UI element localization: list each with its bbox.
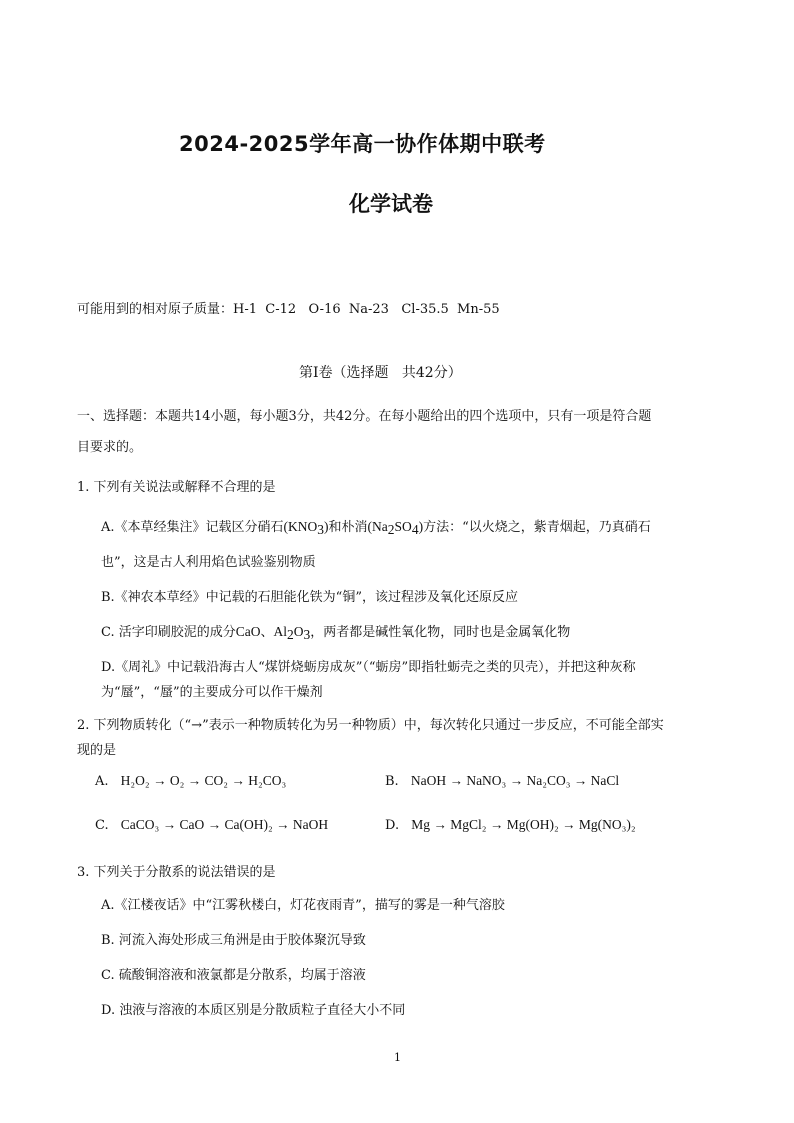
q1-option-b: B.《神农本草经》中记载的石胆能化铁为“铜”，该过程涉及氧化还原反应 [101,590,518,605]
q1-a-kno3-sub: 3 [317,522,325,537]
q1-c-al-sub: 2 [287,627,294,642]
instructions-line-2: 目要求的。 [77,440,143,455]
q1-option-a-line-1 [101,516,651,535]
q2-stem-line-1: 2. 下列物质转化（“→”表示一种物质转化为另一种物质）中，每次转化只通过一步反应，不可能全部实 [77,718,664,733]
q1-option-c [101,621,570,640]
q3-option-c: C. 硫酸铜溶液和液氯都是分散系，均属于溶液 [101,968,366,983]
instructions-line-1: 一、选择题：本题共14小题，每小题3分，共42分。在每小题给出的四个选项中，只有一项是符合题 [77,409,652,424]
q1-stem: 1. 下列有关说法或解释不合理的是 [77,480,276,495]
q1-a-paren-open-2: ( [367,519,373,534]
q1-c-sep: 、 [260,625,274,640]
q2-b-label: B. [385,774,399,789]
q2-d-label: D. [385,818,400,833]
atomic-masses-line: 可能用到的相对原子质量：H-1 C-12 O-16 Na-23 Cl-35.5 Mn-55 [77,302,500,317]
q1-c-o: O [293,624,304,639]
section-title: 第Ⅰ卷（选择题 共42分） [299,365,462,381]
q1-a-so-sub: 4 [411,522,419,537]
q1-c-o-sub: 3 [303,627,311,642]
q2-option-b [385,773,619,789]
q1-option-d-line-2: 为“蜃”，“蜃”的主要成分可以作干燥剂 [101,685,323,700]
exam-title: 2024-2025学年高一协作体期中联考 [179,132,546,156]
q2-option-d [385,817,636,833]
q2-c-label: C. [95,818,109,833]
q1-a-kno3: KNO [288,519,318,534]
q1-c-al: Al [273,624,288,639]
q1-a-paren-close-2: ) [418,519,424,534]
exam-subtitle: 化学试卷 [349,192,433,216]
q1-a-na: Na [372,519,388,534]
q1-a-paren-close: ) [324,519,329,534]
q1-a-so: SO [394,519,412,534]
q2-a-expr: H₂O₂ → O₂ → CO₂ → H₂CO₃ [120,773,287,788]
q1-option-a-line-2: 也”，这是古人利用焰色试验鉴别物质 [101,555,316,570]
q2-option-c [95,817,328,833]
q1-a-text-1: A.《本草经集注》记载区分硝石 [101,520,284,535]
q1-c-text-2: ，两者都是碱性氧化物，同时也是金属氧化物 [310,625,571,640]
q3-option-a: A.《江楼夜话》中“江雾秋楼白，灯花夜雨青”，描写的雾是一种气溶胶 [101,898,505,913]
q1-a-na-sub: 2 [387,522,395,537]
q1-option-d-line-1: D.《周礼》中记载沿海古人“煤饼烧蛎房成灰”（“蛎房”即指牡蛎壳之类的贝壳），并把这种灰称 [101,660,636,675]
q3-option-d: D. 浊液与溶液的本质区别是分散质粒子直径大小不同 [101,1003,406,1018]
q1-a-paren-open: ( [283,519,289,534]
q1-a-text-3: 方法：“以火烧之，紫青烟起，乃真硝石 [423,520,651,535]
q1-a-text-2: 和朴消 [328,520,368,535]
q2-a-label: A. [95,774,109,789]
q2-b-expr: NaOH → NaNO₃ → Na₂CO₃ → NaCl [410,773,620,788]
page-number: 1 [394,1051,401,1064]
q2-c-expr: CaCO₃ → CaO → Ca(OH)₂ → NaOH [120,817,329,832]
q2-stem-line-2: 现的是 [77,743,117,758]
q2-d-expr: Mg → MgCl₂ → Mg(OH)₂ → Mg(NO₃)₂ [411,817,636,832]
q2-option-a [95,773,286,789]
q3-option-b: B. 河流入海处形成三角洲是由于胶体聚沉导致 [101,933,366,948]
q1-c-text-1: C. 活字印刷胶泥的成分 [101,625,236,640]
q3-stem: 3. 下列关于分散系的说法错误的是 [77,865,276,880]
q1-c-cao: CaO [235,624,261,639]
